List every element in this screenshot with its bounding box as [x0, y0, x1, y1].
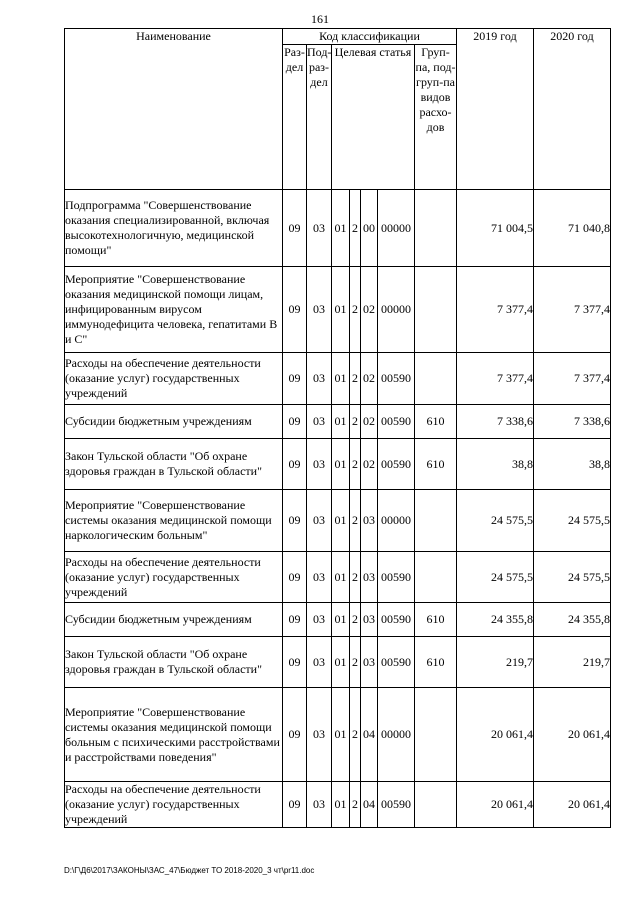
row-direction-code: 00590 [378, 782, 415, 828]
row-subsection: 03 [307, 782, 332, 828]
table-row [65, 688, 611, 782]
row-subsection: 03 [307, 439, 332, 490]
row-name: Мероприятие "Совершенствование системы оказания медицинской помощи наркологическим больным" [65, 490, 283, 552]
row-amount-2019: 7 338,6 [457, 405, 534, 439]
row-amount-2019: 20 061,4 [457, 688, 534, 782]
table-row [65, 637, 611, 688]
row-amount-2020: 7 377,4 [534, 267, 611, 353]
row-subsection: 03 [307, 552, 332, 603]
row-program-code: 01 [332, 439, 350, 490]
table-row [65, 603, 611, 637]
row-expense-group [415, 190, 457, 267]
row-measure-code: 04 [361, 782, 378, 828]
row-section: 09 [283, 405, 307, 439]
row-subsection: 03 [307, 405, 332, 439]
row-program-code: 01 [332, 552, 350, 603]
row-name: Расходы на обеспечение деятельности (оказание услуг) государственных учреждений [65, 552, 283, 603]
row-program-code: 01 [332, 405, 350, 439]
row-subprogram-code: 2 [350, 353, 361, 405]
row-section: 09 [283, 637, 307, 688]
row-amount-2019: 24 575,5 [457, 552, 534, 603]
row-amount-2020: 20 061,4 [534, 688, 611, 782]
table-header [65, 29, 611, 190]
row-amount-2020: 38,8 [534, 439, 611, 490]
row-subprogram-code: 2 [350, 439, 361, 490]
row-section: 09 [283, 490, 307, 552]
row-expense-group: 610 [415, 603, 457, 637]
row-subsection: 03 [307, 603, 332, 637]
row-expense-group [415, 552, 457, 603]
row-name: Субсидии бюджетным учреждениям [65, 603, 283, 637]
row-section: 09 [283, 353, 307, 405]
file-path-footer: D:\Г\Д6\2017\ЗАКОНЫ\ЗАС_47\Бюджет ТО 2018-2020_3 чт\pr11.doc [64, 866, 315, 875]
row-name: Мероприятие "Совершенствование системы оказания медицинской помощи больным с психическими расстройствами и расстройствами поведения" [65, 688, 283, 782]
row-name: Закон Тульской области "Об охране здоровья граждан в Тульской области" [65, 637, 283, 688]
row-section: 09 [283, 267, 307, 353]
row-program-code: 01 [332, 190, 350, 267]
row-subsection: 03 [307, 267, 332, 353]
row-section: 09 [283, 688, 307, 782]
row-subsection: 03 [307, 353, 332, 405]
row-subsection: 03 [307, 637, 332, 688]
row-measure-code: 03 [361, 552, 378, 603]
row-program-code: 01 [332, 688, 350, 782]
row-measure-code: 03 [361, 490, 378, 552]
row-measure-code: 03 [361, 603, 378, 637]
row-amount-2020: 24 355,8 [534, 603, 611, 637]
row-program-code: 01 [332, 490, 350, 552]
row-subprogram-code: 2 [350, 603, 361, 637]
row-subprogram-code: 2 [350, 688, 361, 782]
row-amount-2020: 219,7 [534, 637, 611, 688]
table-row [65, 439, 611, 490]
row-direction-code: 00000 [378, 490, 415, 552]
row-direction-code: 00000 [378, 267, 415, 353]
row-direction-code: 00590 [378, 439, 415, 490]
row-expense-group [415, 267, 457, 353]
row-section: 09 [283, 603, 307, 637]
row-expense-group [415, 353, 457, 405]
row-amount-2019: 24 575,5 [457, 490, 534, 552]
row-subsection: 03 [307, 190, 332, 267]
row-program-code: 01 [332, 782, 350, 828]
row-section: 09 [283, 552, 307, 603]
row-name: Подпрограмма "Совершенствование оказания специализированной, включая высокотехнологичную, медицинской помощи" [65, 190, 283, 267]
row-subprogram-code: 2 [350, 190, 361, 267]
row-subprogram-code: 2 [350, 637, 361, 688]
row-amount-2019: 219,7 [457, 637, 534, 688]
row-measure-code: 02 [361, 267, 378, 353]
row-measure-code: 03 [361, 637, 378, 688]
row-expense-group [415, 782, 457, 828]
row-expense-group: 610 [415, 637, 457, 688]
row-name: Расходы на обеспечение деятельности (оказание услуг) государственных учреждений [65, 353, 283, 405]
row-amount-2020: 24 575,5 [534, 552, 611, 603]
row-measure-code: 02 [361, 353, 378, 405]
row-direction-code: 00590 [378, 405, 415, 439]
row-measure-code: 02 [361, 405, 378, 439]
row-measure-code: 04 [361, 688, 378, 782]
row-direction-code: 00000 [378, 688, 415, 782]
row-measure-code: 00 [361, 190, 378, 267]
table-row [65, 405, 611, 439]
table-row [65, 490, 611, 552]
row-amount-2019: 7 377,4 [457, 267, 534, 353]
row-amount-2019: 38,8 [457, 439, 534, 490]
row-direction-code: 00590 [378, 552, 415, 603]
row-amount-2020: 7 377,4 [534, 353, 611, 405]
header-name: Наименование [65, 29, 283, 190]
table-row [65, 782, 611, 828]
row-program-code: 01 [332, 603, 350, 637]
page-number: 161 [311, 12, 329, 26]
row-direction-code: 00000 [378, 190, 415, 267]
row-expense-group [415, 688, 457, 782]
header-code-group: Код классификации [283, 29, 457, 45]
row-subprogram-code: 2 [350, 405, 361, 439]
table-row [65, 267, 611, 353]
row-amount-2019: 20 061,4 [457, 782, 534, 828]
row-direction-code: 00590 [378, 353, 415, 405]
row-section: 09 [283, 190, 307, 267]
row-program-code: 01 [332, 353, 350, 405]
row-amount-2020: 24 575,5 [534, 490, 611, 552]
row-program-code: 01 [332, 637, 350, 688]
row-name: Субсидии бюджетным учреждениям [65, 405, 283, 439]
header-target-article: Целевая статья [332, 45, 415, 190]
row-section: 09 [283, 782, 307, 828]
row-program-code: 01 [332, 267, 350, 353]
row-amount-2019: 7 377,4 [457, 353, 534, 405]
row-subprogram-code: 2 [350, 552, 361, 603]
row-amount-2019: 71 004,5 [457, 190, 534, 267]
header-subsection: Под-раз-дел [307, 45, 332, 190]
row-name: Закон Тульской области "Об охране здоровья граждан в Тульской области" [65, 439, 283, 490]
header-expense-group: Груп-па, под-груп-па видов расхо-дов [415, 45, 457, 190]
row-name: Расходы на обеспечение деятельности (оказание услуг) государственных учреждений [65, 782, 283, 828]
header-year-2019: 2019 год [457, 29, 534, 190]
row-subprogram-code: 2 [350, 267, 361, 353]
row-subprogram-code: 2 [350, 490, 361, 552]
row-measure-code: 02 [361, 439, 378, 490]
row-direction-code: 00590 [378, 603, 415, 637]
row-section: 09 [283, 439, 307, 490]
table-body [65, 190, 611, 828]
row-amount-2020: 20 061,4 [534, 782, 611, 828]
row-expense-group: 610 [415, 439, 457, 490]
row-expense-group [415, 490, 457, 552]
row-name: Мероприятие "Совершенствование оказания медицинской помощи лицам, инфицированным вирусом иммунодефицита человека, гепатитами В и С" [65, 267, 283, 353]
header-section: Раз-дел [283, 45, 307, 190]
row-subprogram-code: 2 [350, 782, 361, 828]
row-amount-2019: 24 355,8 [457, 603, 534, 637]
table-row [65, 353, 611, 405]
row-direction-code: 00590 [378, 637, 415, 688]
row-amount-2020: 71 040,8 [534, 190, 611, 267]
budget-table [64, 28, 611, 828]
row-subsection: 03 [307, 490, 332, 552]
row-amount-2020: 7 338,6 [534, 405, 611, 439]
header-year-2020: 2020 год [534, 29, 611, 190]
row-subsection: 03 [307, 688, 332, 782]
row-expense-group: 610 [415, 405, 457, 439]
table-row [65, 190, 611, 267]
table-row [65, 552, 611, 603]
